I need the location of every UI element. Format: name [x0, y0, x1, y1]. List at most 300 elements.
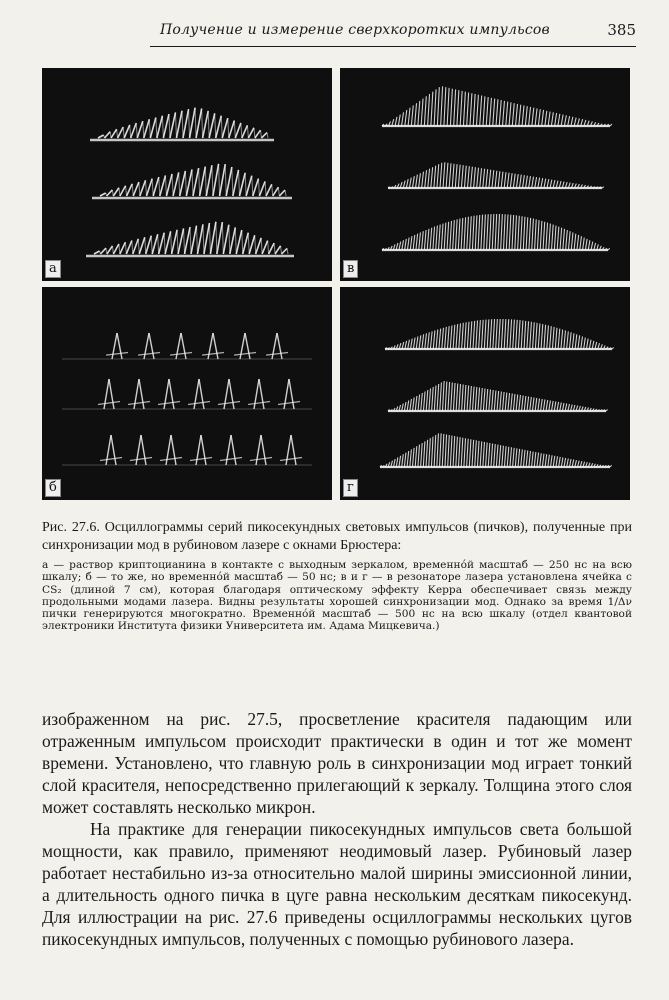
trace-stroke: [120, 242, 125, 254]
trace-stroke: [430, 228, 432, 250]
trace-stroke: [402, 240, 404, 250]
trace-stroke: [434, 89, 436, 126]
trace-stroke: [137, 121, 143, 138]
trace-stroke: [411, 105, 413, 126]
trace-stroke: [475, 387, 477, 411]
trace-stroke: [520, 216, 522, 250]
trace-stroke: [472, 387, 474, 412]
trace-stroke: [561, 330, 563, 349]
trace-stroke: [480, 441, 482, 467]
trace-stroke: [560, 228, 562, 250]
trace-stroke: [172, 174, 173, 196]
trace-stroke: [423, 392, 425, 412]
trace-stroke: [144, 119, 150, 138]
trace-stroke: [571, 232, 573, 250]
oscillogram-v-traces: [340, 68, 630, 281]
trace-stroke: [458, 165, 460, 188]
trace-stroke: [484, 214, 486, 250]
trace-stroke: [394, 459, 396, 467]
trace-stroke: [467, 322, 469, 349]
trace-stroke: [421, 99, 423, 126]
trace-stroke: [567, 331, 569, 349]
paragraph: На практике для генерации пикосекундных импульсов света большой мощности, как правило, применяют неодимовый лазер. Рубиновый лазер работает нестабильно из-за относительно малой ширины эмиссионной линии, а длительность одного пичка в цуге равна нескольким десяткам пикосекунд. Для иллюстрации на рис. 27.6 приведены осциллограммы нескольких цугов пикосекундных импульсов, полученных с помощью рубинового лазера.: [42, 819, 632, 949]
trace-stroke: [491, 444, 493, 467]
trace-stroke: [406, 179, 408, 188]
trace-stroke: [281, 246, 282, 254]
panel-label-v: в: [343, 260, 358, 278]
trace-stroke: [577, 118, 579, 126]
trace-stroke: [117, 333, 122, 359]
trace-stroke: [221, 116, 222, 138]
trace-stroke: [470, 93, 472, 126]
trace-stroke: [558, 114, 560, 126]
trace-stroke: [261, 133, 267, 138]
trace-stroke: [532, 398, 534, 412]
trace-stroke: [555, 113, 557, 126]
trace-stroke: [209, 223, 210, 254]
trace-stroke: [201, 435, 206, 465]
trace-stroke: [216, 222, 217, 254]
trace-stroke: [127, 184, 133, 196]
trace-stroke: [440, 163, 442, 188]
trace-stroke: [519, 175, 521, 188]
trace-stroke: [538, 109, 540, 126]
trace-stroke: [242, 125, 248, 138]
trace-stroke: [550, 455, 552, 467]
trace-stroke: [486, 389, 488, 411]
trace-stroke: [162, 116, 163, 138]
trace-stroke: [402, 112, 404, 126]
trace-stroke: [569, 459, 571, 467]
trace-stroke: [523, 450, 525, 467]
trace-stroke: [425, 170, 427, 188]
trace-stroke: [130, 125, 131, 138]
trace-stroke: [464, 322, 466, 349]
trace-stroke: [519, 395, 521, 411]
trace-stroke: [557, 402, 559, 411]
trace-stroke: [532, 177, 534, 188]
trace-stroke: [550, 326, 552, 349]
trace-stroke: [240, 173, 246, 196]
trace-stroke: [278, 187, 279, 196]
figure-caption-note: а — раствор криптоцианина в контакте с выходным зеркалом, временно́й масштаб — 250 нс на всю шкалу; б — то же, но временно́й масштаб — 50 нс; в и г — в резонаторе лазера установлена ячейка с CS₂ (длиной 7 см), которая благодаря оптическому эффекту Керра обеспечивает связь между продольными модами лазера. Видны результаты хорошей синхронизации мод. Однако за время 1/Δν пички генерируются многократно. Временно́й масштаб — 500 нс на всю шкалу (отдел квантовой электроники Института физики Университета им. Адама Мицкевича.): [42, 559, 632, 633]
trace-stroke: [408, 340, 410, 349]
trace-stroke: [478, 215, 480, 250]
trace-stroke: [492, 170, 494, 188]
trace-stroke: [196, 109, 202, 138]
trace-stroke: [535, 108, 537, 126]
trace-stroke: [490, 319, 492, 349]
trace-stroke: [494, 391, 496, 412]
trace-stroke: [133, 182, 139, 196]
trace-stroke: [274, 243, 275, 254]
trace-stroke: [413, 235, 415, 250]
trace-stroke: [256, 238, 261, 254]
trace-stroke: [456, 437, 458, 467]
trace-stroke: [411, 339, 413, 349]
trace-stroke: [510, 319, 512, 349]
trace-stroke: [428, 169, 430, 188]
trace-stroke: [252, 176, 253, 196]
trace-stroke: [418, 445, 420, 467]
trace-stroke: [249, 235, 254, 254]
trace-stroke: [481, 320, 483, 349]
trace-stroke: [172, 230, 177, 254]
trace-stroke: [461, 218, 463, 250]
trace-stroke: [430, 331, 432, 349]
trace-stroke: [452, 164, 454, 188]
trace-stroke: [229, 225, 230, 254]
trace-stroke: [222, 118, 228, 138]
page-header: [150, 20, 636, 47]
oscillogram-a-traces: [42, 68, 332, 281]
trace-stroke: [120, 186, 126, 196]
trace-stroke: [190, 108, 196, 138]
trace-stroke: [282, 248, 287, 254]
trace-stroke: [152, 234, 157, 254]
trace-stroke: [503, 101, 505, 126]
trace-stroke: [236, 230, 241, 254]
trace-stroke: [467, 439, 469, 467]
trace-stroke: [608, 248, 610, 250]
trace-stroke: [98, 135, 104, 138]
trace-stroke: [538, 399, 540, 412]
trace-stroke: [94, 251, 99, 254]
trace-stroke: [537, 220, 539, 250]
trace-stroke: [235, 227, 236, 254]
trace-stroke: [109, 379, 114, 409]
trace-stroke: [437, 433, 439, 467]
trace-stroke: [602, 187, 604, 188]
trace-stroke: [470, 386, 472, 411]
trace-stroke: [545, 111, 547, 126]
trace-stroke: [106, 435, 111, 465]
trace-stroke: [287, 248, 288, 254]
trace-stroke: [521, 449, 523, 467]
trace-stroke: [450, 325, 452, 349]
trace-stroke: [488, 443, 490, 467]
trace-stroke: [526, 450, 528, 467]
trace-stroke: [592, 341, 594, 349]
trace-stroke: [529, 176, 531, 188]
trace-stroke: [160, 458, 182, 461]
trace-stroke: [586, 339, 588, 349]
trace-stroke: [147, 179, 153, 196]
trace-stroke: [156, 117, 157, 138]
trace-stroke: [176, 333, 181, 359]
trace-stroke: [188, 402, 210, 405]
trace-stroke: [285, 190, 286, 196]
trace-stroke: [585, 239, 587, 250]
trace-stroke: [104, 379, 109, 409]
trace-stroke: [415, 103, 417, 126]
trace-stroke: [509, 102, 511, 126]
trace-stroke: [266, 353, 288, 356]
trace-stroke: [416, 175, 418, 188]
trace-stroke: [141, 435, 146, 465]
trace-stroke: [521, 320, 523, 349]
trace-stroke: [166, 174, 172, 196]
trace-stroke: [462, 385, 464, 412]
trace-stroke: [177, 230, 178, 254]
trace-stroke: [255, 130, 261, 138]
trace-stroke: [140, 180, 146, 196]
trace-stroke: [559, 457, 561, 467]
trace-stroke: [447, 222, 449, 250]
trace-stroke: [246, 176, 252, 196]
trace-stroke: [113, 188, 119, 196]
trace-stroke: [540, 453, 542, 467]
trace-stroke: [153, 177, 159, 196]
trace-stroke: [461, 438, 463, 467]
trace-stroke: [111, 435, 116, 465]
trace-stroke: [575, 334, 577, 349]
trace-stroke: [511, 394, 513, 412]
trace-stroke: [220, 164, 226, 196]
trace-stroke: [577, 235, 579, 250]
trace-stroke: [138, 353, 160, 356]
trace-stroke: [523, 217, 525, 250]
trace-stroke: [443, 381, 445, 411]
trace-stroke: [568, 116, 570, 126]
trace-stroke: [229, 379, 234, 409]
trace-stroke: [439, 225, 441, 250]
trace-stroke: [268, 241, 269, 254]
trace-stroke: [413, 398, 415, 412]
trace-stroke: [546, 223, 548, 250]
trace-stroke: [424, 230, 426, 250]
trace-stroke: [185, 171, 186, 196]
trace-stroke: [410, 399, 412, 411]
trace-stroke: [557, 227, 559, 250]
trace-stroke: [445, 434, 447, 467]
trace-stroke: [483, 169, 485, 188]
trace-stroke: [457, 90, 459, 126]
trace-stroke: [534, 452, 536, 467]
trace-stroke: [513, 448, 515, 467]
trace-stroke: [199, 379, 204, 409]
trace-stroke: [450, 89, 452, 126]
trace-stroke: [544, 325, 546, 349]
trace-stroke: [160, 175, 166, 196]
trace-stroke: [497, 391, 499, 411]
trace-stroke: [433, 227, 435, 250]
trace-stroke: [112, 333, 117, 359]
trace-stroke: [464, 385, 466, 411]
trace-stroke: [483, 389, 485, 412]
trace-stroke: [606, 410, 608, 412]
trace-stroke: [202, 353, 224, 356]
trace-stroke: [395, 117, 397, 126]
trace-stroke: [200, 167, 206, 196]
trace-stroke: [242, 230, 243, 254]
trace-stroke: [202, 109, 203, 138]
trace-stroke: [470, 321, 472, 349]
trace-stroke: [186, 169, 192, 196]
trace-stroke: [419, 335, 421, 349]
trace-stroke: [159, 233, 164, 254]
trace-stroke: [171, 435, 176, 465]
trace-stroke: [275, 246, 280, 254]
trace-stroke: [477, 168, 479, 188]
trace-stroke: [567, 458, 569, 467]
paragraph: изображенном на рис. 27.5, просветление красителя падающим или отраженным импульсом происходит практически в один и тот же момент времени. Установлено, что главную роль в синхронизации мод играет тонкий слой красителя, непосредственно прилегающий к зеркалу. Толщина этого слоя может составлять несколько микрон.: [42, 709, 632, 817]
trace-stroke: [479, 320, 481, 349]
trace-stroke: [284, 379, 289, 409]
trace-stroke: [583, 238, 585, 250]
trace-stroke: [225, 164, 226, 196]
trace-stroke: [208, 333, 213, 359]
trace-stroke: [150, 117, 156, 138]
trace-stroke: [134, 379, 139, 409]
trace-stroke: [448, 382, 450, 411]
trace-stroke: [558, 329, 560, 349]
trace-stroke: [456, 324, 458, 349]
trace-stroke: [217, 222, 222, 254]
trace-stroke: [204, 223, 209, 254]
trace-stroke: [205, 167, 206, 196]
trace-stroke: [100, 458, 122, 461]
trace-stroke: [453, 220, 455, 250]
trace-stroke: [554, 226, 556, 250]
trace-stroke: [416, 234, 418, 250]
trace-stroke: [190, 458, 212, 461]
trace-stroke: [194, 379, 199, 409]
trace-stroke: [467, 217, 469, 250]
trace-stroke: [247, 125, 248, 138]
trace-stroke: [505, 393, 507, 412]
trace-stroke: [158, 402, 180, 405]
trace-stroke: [261, 238, 262, 254]
trace-stroke: [145, 237, 146, 254]
trace-stroke: [158, 234, 159, 254]
trace-stroke: [269, 243, 274, 254]
trace-stroke: [434, 435, 436, 467]
trace-stroke: [506, 214, 508, 250]
trace-stroke: [589, 340, 591, 349]
trace-stroke: [196, 435, 201, 465]
trace-stroke: [437, 87, 439, 126]
trace-stroke: [495, 171, 497, 188]
trace-stroke: [231, 435, 236, 465]
oscillogram-g-traces: [340, 287, 630, 500]
trace-stroke: [548, 112, 550, 126]
oscillogram-panel-b: [42, 287, 332, 500]
trace-stroke: [522, 396, 524, 412]
trace-stroke: [272, 333, 277, 359]
panel-label-g: г: [343, 479, 358, 497]
trace-stroke: [136, 435, 141, 465]
trace-stroke: [404, 402, 406, 411]
trace-stroke: [455, 219, 457, 250]
trace-stroke: [456, 384, 458, 412]
trace-stroke: [512, 103, 514, 126]
trace-stroke: [535, 219, 537, 250]
trace-stroke: [467, 166, 469, 188]
pulse-train-trace: [62, 379, 312, 409]
trace-stroke: [418, 101, 420, 126]
trace-stroke: [561, 457, 563, 467]
trace-stroke: [106, 353, 128, 356]
trace-stroke: [486, 442, 488, 467]
trace-stroke: [437, 164, 439, 188]
trace-stroke: [489, 98, 491, 126]
trace-stroke: [165, 175, 166, 196]
trace-stroke: [541, 324, 543, 349]
trace-stroke: [532, 219, 534, 250]
trace-stroke: [574, 118, 576, 126]
trace-stroke: [410, 449, 412, 467]
trace-stroke: [464, 217, 466, 250]
trace-stroke: [519, 105, 521, 126]
trace-stroke: [467, 92, 469, 126]
trace-stroke: [489, 390, 491, 412]
trace-stroke: [261, 435, 266, 465]
trace-stroke: [415, 446, 417, 467]
trace-stroke: [504, 446, 506, 467]
trace-stroke: [612, 348, 614, 350]
trace-stroke: [480, 168, 482, 188]
trace-stroke: [507, 173, 509, 188]
trace-stroke: [436, 330, 438, 349]
trace-stroke: [398, 115, 400, 126]
trace-stroke: [444, 223, 446, 250]
trace-stroke: [610, 465, 612, 467]
trace-stroke: [111, 129, 117, 138]
trace-stroke: [572, 460, 574, 467]
trace-stroke: [459, 384, 461, 411]
trace-stroke: [516, 395, 518, 412]
trace-stroke: [159, 177, 160, 196]
trace-stroke: [215, 113, 216, 138]
trace-stroke: [407, 451, 409, 467]
trace-stroke: [506, 102, 508, 126]
trace-stroke: [105, 132, 111, 138]
body-text: [42, 708, 632, 950]
trace-stroke: [475, 215, 477, 250]
trace-stroke: [170, 353, 192, 356]
trace-stroke: [516, 104, 518, 126]
trace-stroke: [508, 393, 510, 411]
trace-stroke: [422, 231, 424, 250]
trace-stroke: [218, 402, 240, 405]
trace-stroke: [460, 91, 462, 126]
trace-stroke: [572, 333, 574, 349]
trace-stroke: [446, 163, 448, 188]
trace-stroke: [530, 322, 532, 349]
trace-stroke: [566, 230, 568, 250]
trace-stroke: [509, 215, 511, 250]
trace-stroke: [538, 178, 540, 188]
trace-stroke: [564, 115, 566, 126]
trace-stroke: [100, 248, 105, 254]
trace-stroke: [440, 433, 442, 467]
trace-stroke: [445, 382, 447, 412]
trace-stroke: [230, 227, 235, 254]
page-number: 385: [607, 21, 636, 39]
trace-stroke: [133, 239, 138, 254]
trace-stroke: [169, 114, 170, 138]
trace-stroke: [128, 402, 150, 405]
trace-stroke: [441, 224, 443, 250]
trace-stroke: [399, 456, 401, 467]
trace-stroke: [130, 458, 152, 461]
trace-stroke: [546, 400, 548, 411]
trace-stroke: [553, 180, 555, 188]
trace-stroke: [550, 180, 552, 188]
trace-stroke: [496, 319, 498, 349]
pulse-train-trace: [385, 319, 614, 349]
